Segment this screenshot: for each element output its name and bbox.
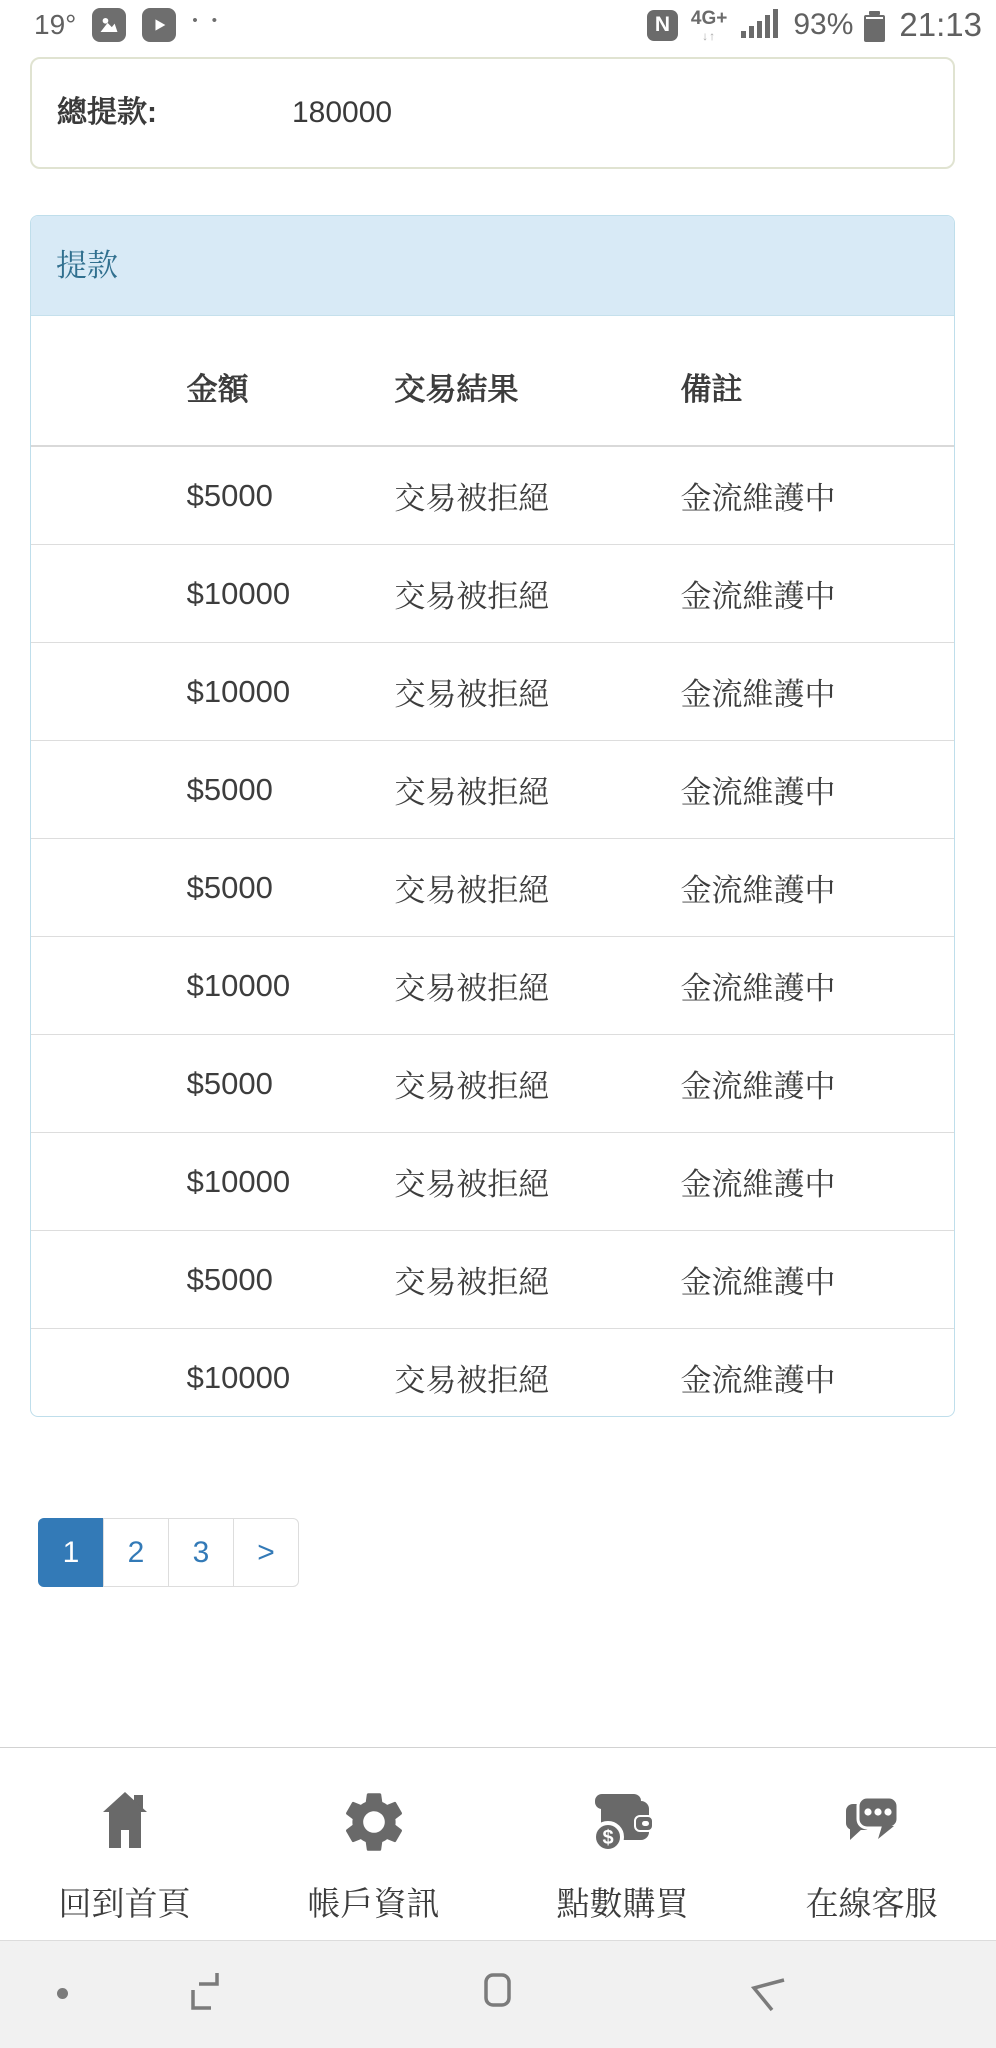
amount-cell: $5000 — [179, 1035, 387, 1133]
remark-cell: 金流維護中 — [672, 643, 954, 741]
page-2-button[interactable]: 2 — [103, 1518, 169, 1587]
chat-icon — [834, 1784, 910, 1860]
remark-cell: 金流維護中 — [672, 1231, 954, 1329]
network-indicator — [691, 9, 727, 42]
table-header-row — [31, 316, 954, 446]
signal-strength-icon — [740, 7, 782, 44]
recent-apps-button[interactable] — [179, 1966, 227, 2014]
table-row — [31, 1231, 954, 1329]
table-row — [31, 937, 954, 1035]
nav-item-points[interactable] — [498, 1748, 747, 1940]
result-cell: 交易被拒絕 — [386, 839, 672, 937]
result-cell: 交易被拒絕 — [386, 1035, 672, 1133]
battery-percent-text: 93% — [793, 8, 854, 41]
remark-cell: 金流維護中 — [672, 839, 954, 937]
amount-cell: $10000 — [179, 1133, 387, 1231]
nav-label: 回到首頁 — [58, 1885, 191, 1922]
nav-item-support[interactable] — [747, 1748, 996, 1940]
wallet-icon — [585, 1784, 661, 1860]
status-bar — [0, 0, 996, 50]
col-header-result: 交易結果 — [386, 316, 672, 446]
page-1-button[interactable]: 1 — [38, 1518, 104, 1587]
table-row — [31, 446, 954, 545]
result-cell: 交易被拒絕 — [386, 643, 672, 741]
result-cell: 交易被拒絕 — [386, 741, 672, 839]
status-bar-right — [647, 6, 982, 44]
col-header-amount: 金額 — [179, 316, 387, 446]
remark-cell: 金流維護中 — [672, 1329, 954, 1418]
table-row — [31, 839, 954, 937]
amount-cell: $5000 — [179, 839, 387, 937]
remark-cell: 金流維護中 — [680, 481, 836, 516]
nfc-icon: N — [647, 10, 678, 41]
remark-cell: 金流維護中 — [672, 1035, 954, 1133]
nav-label: 帳戶資訊 — [307, 1885, 440, 1922]
status-bar-left — [34, 8, 222, 42]
svg-text:$: $ — [601, 1827, 614, 1849]
table-row — [31, 741, 954, 839]
withdrawal-panel-title: 提款 — [31, 216, 954, 316]
amount-cell: $5000 — [179, 1231, 387, 1329]
result-cell: 交易被拒絕 — [386, 1329, 672, 1418]
result-cell: 交易被拒絕 — [386, 545, 672, 643]
android-back-button[interactable] — [744, 1966, 792, 2014]
total-withdrawal-card — [30, 57, 955, 169]
result-cell: 交易被拒絕 — [386, 1133, 672, 1231]
table-row — [31, 1133, 954, 1231]
table-row — [31, 1035, 954, 1133]
nav-label: 在線客服 — [805, 1885, 938, 1922]
android-home-button[interactable] — [473, 1966, 521, 2014]
remark-cell: 金流維護中 — [672, 937, 954, 1035]
spacer-cell — [31, 316, 179, 446]
withdrawal-panel — [30, 215, 955, 1417]
gallery-icon — [92, 8, 126, 42]
result-cell: 交易被拒絕 — [394, 481, 550, 516]
page-3-button[interactable]: 3 — [168, 1518, 234, 1587]
remark-cell: 金流維護中 — [672, 1133, 954, 1231]
remark-cell: 金流維護中 — [672, 741, 954, 839]
network-type-text: 4G+ — [690, 7, 728, 29]
total-withdrawal-label: 總提款: — [57, 96, 157, 129]
amount-cell: $5000 — [179, 741, 387, 839]
clock-text: 21:13 — [899, 6, 982, 43]
bottom-nav — [0, 1747, 996, 1940]
result-cell: 交易被拒絕 — [386, 1231, 672, 1329]
nav-label: 點數購買 — [556, 1885, 689, 1922]
table-row — [31, 1329, 954, 1418]
more-notifications-icon: • • — [192, 11, 223, 29]
pagination — [38, 1518, 299, 1587]
gear-icon — [336, 1784, 412, 1860]
next-page-button[interactable]: > — [233, 1518, 299, 1587]
nav-item-account[interactable] — [249, 1748, 498, 1940]
amount-cell: $10000 — [179, 643, 387, 741]
battery-icon — [864, 11, 885, 42]
home-icon — [87, 1784, 163, 1860]
android-navigation-bar — [0, 1940, 996, 2048]
remark-cell: 金流維護中 — [672, 545, 954, 643]
amount-cell: $10000 — [179, 545, 387, 643]
table-row — [31, 545, 954, 643]
youtube-icon — [142, 8, 176, 42]
table-row — [31, 643, 954, 741]
result-cell: 交易被拒絕 — [386, 937, 672, 1035]
col-header-remark: 備註 — [672, 316, 954, 446]
amount-cell: $5000 — [186, 477, 273, 513]
total-withdrawal-value: 180000 — [292, 96, 393, 129]
hide-navbar-dot[interactable] — [57, 1988, 68, 1999]
amount-cell: $10000 — [179, 937, 387, 1035]
nav-item-home[interactable] — [0, 1748, 249, 1940]
temperature-text: 19° — [34, 9, 77, 40]
withdrawal-table — [31, 316, 954, 1417]
amount-cell: $10000 — [179, 1329, 387, 1418]
data-transfer-arrows-icon: ↓↑ — [702, 28, 717, 43]
